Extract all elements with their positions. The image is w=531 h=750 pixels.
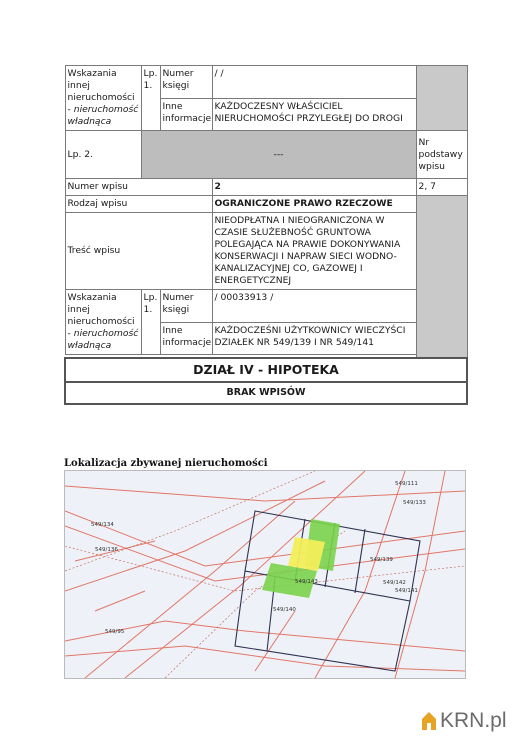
parcel-label: 549/136: [95, 547, 118, 553]
land-register-table: [64, 65, 468, 405]
inne-informacje-label: Inne informacje: [160, 322, 212, 355]
inne-informacje-label: Inne informacje: [160, 98, 212, 131]
nr-podstawy-label: Nr podstawy wpisu: [416, 131, 467, 179]
parcel-label: 549/133: [403, 500, 426, 506]
map-image: [64, 470, 466, 679]
lp2-value: ---: [141, 131, 416, 179]
lp-cell: Lp. 1.: [141, 66, 160, 131]
side-gray-cell: [416, 66, 467, 131]
rodzaj-wpisu-label: Rodzaj wpisu: [65, 196, 212, 213]
numer-ksiegi-label: Numer księgi: [160, 290, 212, 323]
parcel-label: 549/95: [105, 629, 125, 635]
numer-ksiegi-label: Numer księgi: [160, 66, 212, 99]
section-title: DZIAŁ IV - HIPOTEKA: [65, 358, 467, 382]
parcel-label: 549/141: [395, 588, 418, 594]
inne-informacje-value: KAŻDOCZEŚNI UŻYTKOWNICY WIECZYŚCI DZIAŁEK NR 549/139 I NR 549/141: [212, 322, 416, 355]
map-svg: [65, 471, 465, 678]
parcel-label: 549/143: [295, 579, 318, 585]
brak-wpisow: BRAK WPISÓW: [65, 382, 467, 404]
wskazania-label: Wskazania innej nieruchomości - nieruchomość władnąca: [65, 66, 141, 131]
krn-logo: [420, 706, 507, 736]
wskazania-label: Wskazania innej nieruchomości - nieruchomość władnąca: [65, 290, 141, 355]
parcel-label: 549/134: [91, 522, 114, 528]
numer-wpisu-label: Numer wpisu: [65, 179, 212, 196]
house-icon: [420, 710, 438, 732]
tresc-wpisu-value: NIEODPŁATNA I NIEOGRANICZONA W CZASIE SŁUŻEBNOŚĆ GRUNTOWA POLEGAJĄCA NA PRAWIE DOKONYWANIA KONSERWACJI I NAPRAW SIECI WODNO-KANALIZACYJNEJ CO, GAZOWEJ I ENERGETYCZNEJ: [212, 213, 416, 290]
parcel-label: 549/139: [370, 557, 393, 563]
numer-ksiegi-value: / 00033913 /: [212, 290, 416, 323]
numer-wpisu-podstawa: 2, 7: [416, 179, 467, 196]
parcel-label: 549/140: [273, 607, 296, 613]
map-caption: Lokalizacja zbywanej nieruchomości: [64, 458, 268, 469]
parcel-label: 549/142: [383, 580, 406, 586]
lp2-label: Lp. 2.: [65, 131, 141, 179]
numer-ksiegi-value: / /: [212, 66, 416, 99]
numer-wpisu-value: 2: [212, 179, 416, 196]
rodzaj-wpisu-value: OGRANICZONE PRAWO RZECZOWE: [212, 196, 416, 213]
tresc-wpisu-label: Treść wpisu: [65, 213, 212, 290]
logo-text: KRN.pl: [440, 709, 507, 732]
lp-cell: Lp. 1.: [141, 290, 160, 355]
parcel-label: 549/111: [395, 481, 418, 487]
side-gray-cell: [416, 196, 467, 359]
inne-informacje-value: KAŻDOCZESNY WŁAŚCICIEL NIERUCHOMOŚCI PRZYLEGŁEJ DO DROGI: [212, 98, 416, 131]
